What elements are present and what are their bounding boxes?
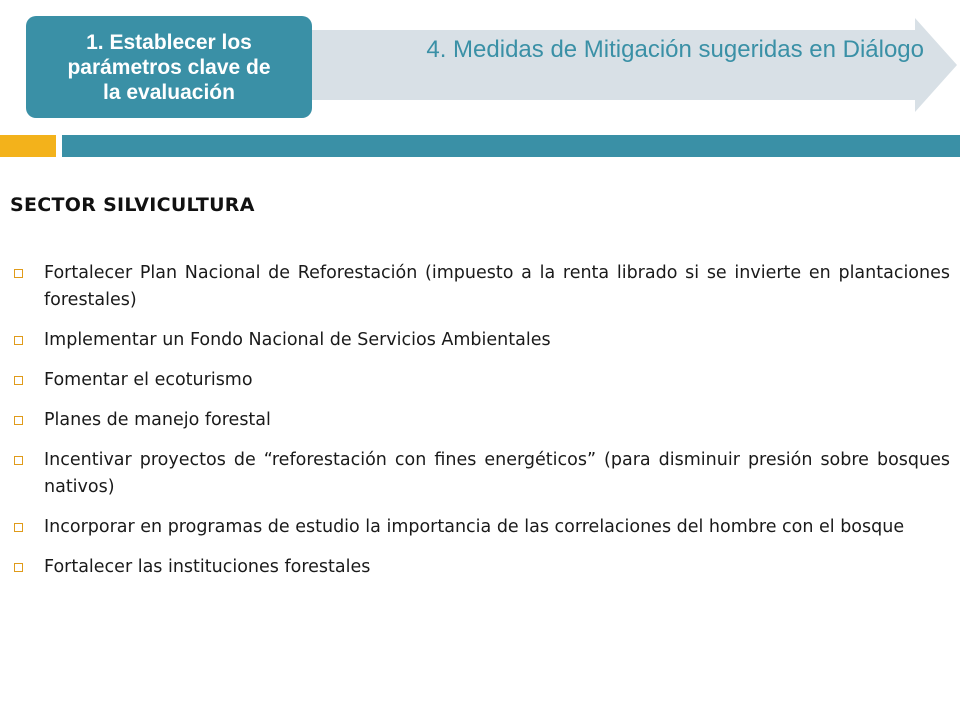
list-item xyxy=(10,367,950,394)
divider-accent-bar xyxy=(0,135,56,157)
list-item-text: Planes de manejo forestal xyxy=(44,410,271,430)
list-item xyxy=(10,447,950,501)
bullet-list xyxy=(10,260,950,594)
list-item xyxy=(10,554,950,581)
sector-heading: SECTOR SILVICULTURA xyxy=(10,194,255,216)
list-item-text: Incentivar proyectos de “reforestación con fines energéticos” (para disminuir presión sobre bosques nativos) xyxy=(44,450,950,497)
list-item-text: Implementar un Fondo Nacional de Servicios Ambientales xyxy=(44,330,551,350)
list-item xyxy=(10,327,950,354)
hollow-square-bullet-icon xyxy=(14,523,23,532)
hollow-square-bullet-icon xyxy=(14,563,23,572)
step-title: 4. Medidas de Mitigación sugeridas en Diálogo xyxy=(426,36,924,63)
hollow-square-bullet-icon xyxy=(14,376,23,385)
list-item-text: Fortalecer las instituciones forestales xyxy=(44,557,371,577)
list-item-text: Fomentar el ecoturismo xyxy=(44,370,253,390)
hollow-square-bullet-icon xyxy=(14,456,23,465)
list-item xyxy=(10,407,950,434)
hollow-square-bullet-icon xyxy=(14,269,23,278)
step-box-establecer-parametros: 1. Establecer los parámetros clave de la evaluación xyxy=(26,16,312,118)
list-item xyxy=(10,514,950,541)
list-item-text: Incorporar en programas de estudio la importancia de las correlaciones del hombre con el bosque xyxy=(44,517,905,537)
divider-main-bar xyxy=(62,135,960,157)
list-item-text: Fortalecer Plan Nacional de Reforestación (impuesto a la renta librado si se invierte en plantaciones forestales) xyxy=(44,263,950,310)
list-item xyxy=(10,260,950,314)
hollow-square-bullet-icon xyxy=(14,336,23,345)
hollow-square-bullet-icon xyxy=(14,416,23,425)
